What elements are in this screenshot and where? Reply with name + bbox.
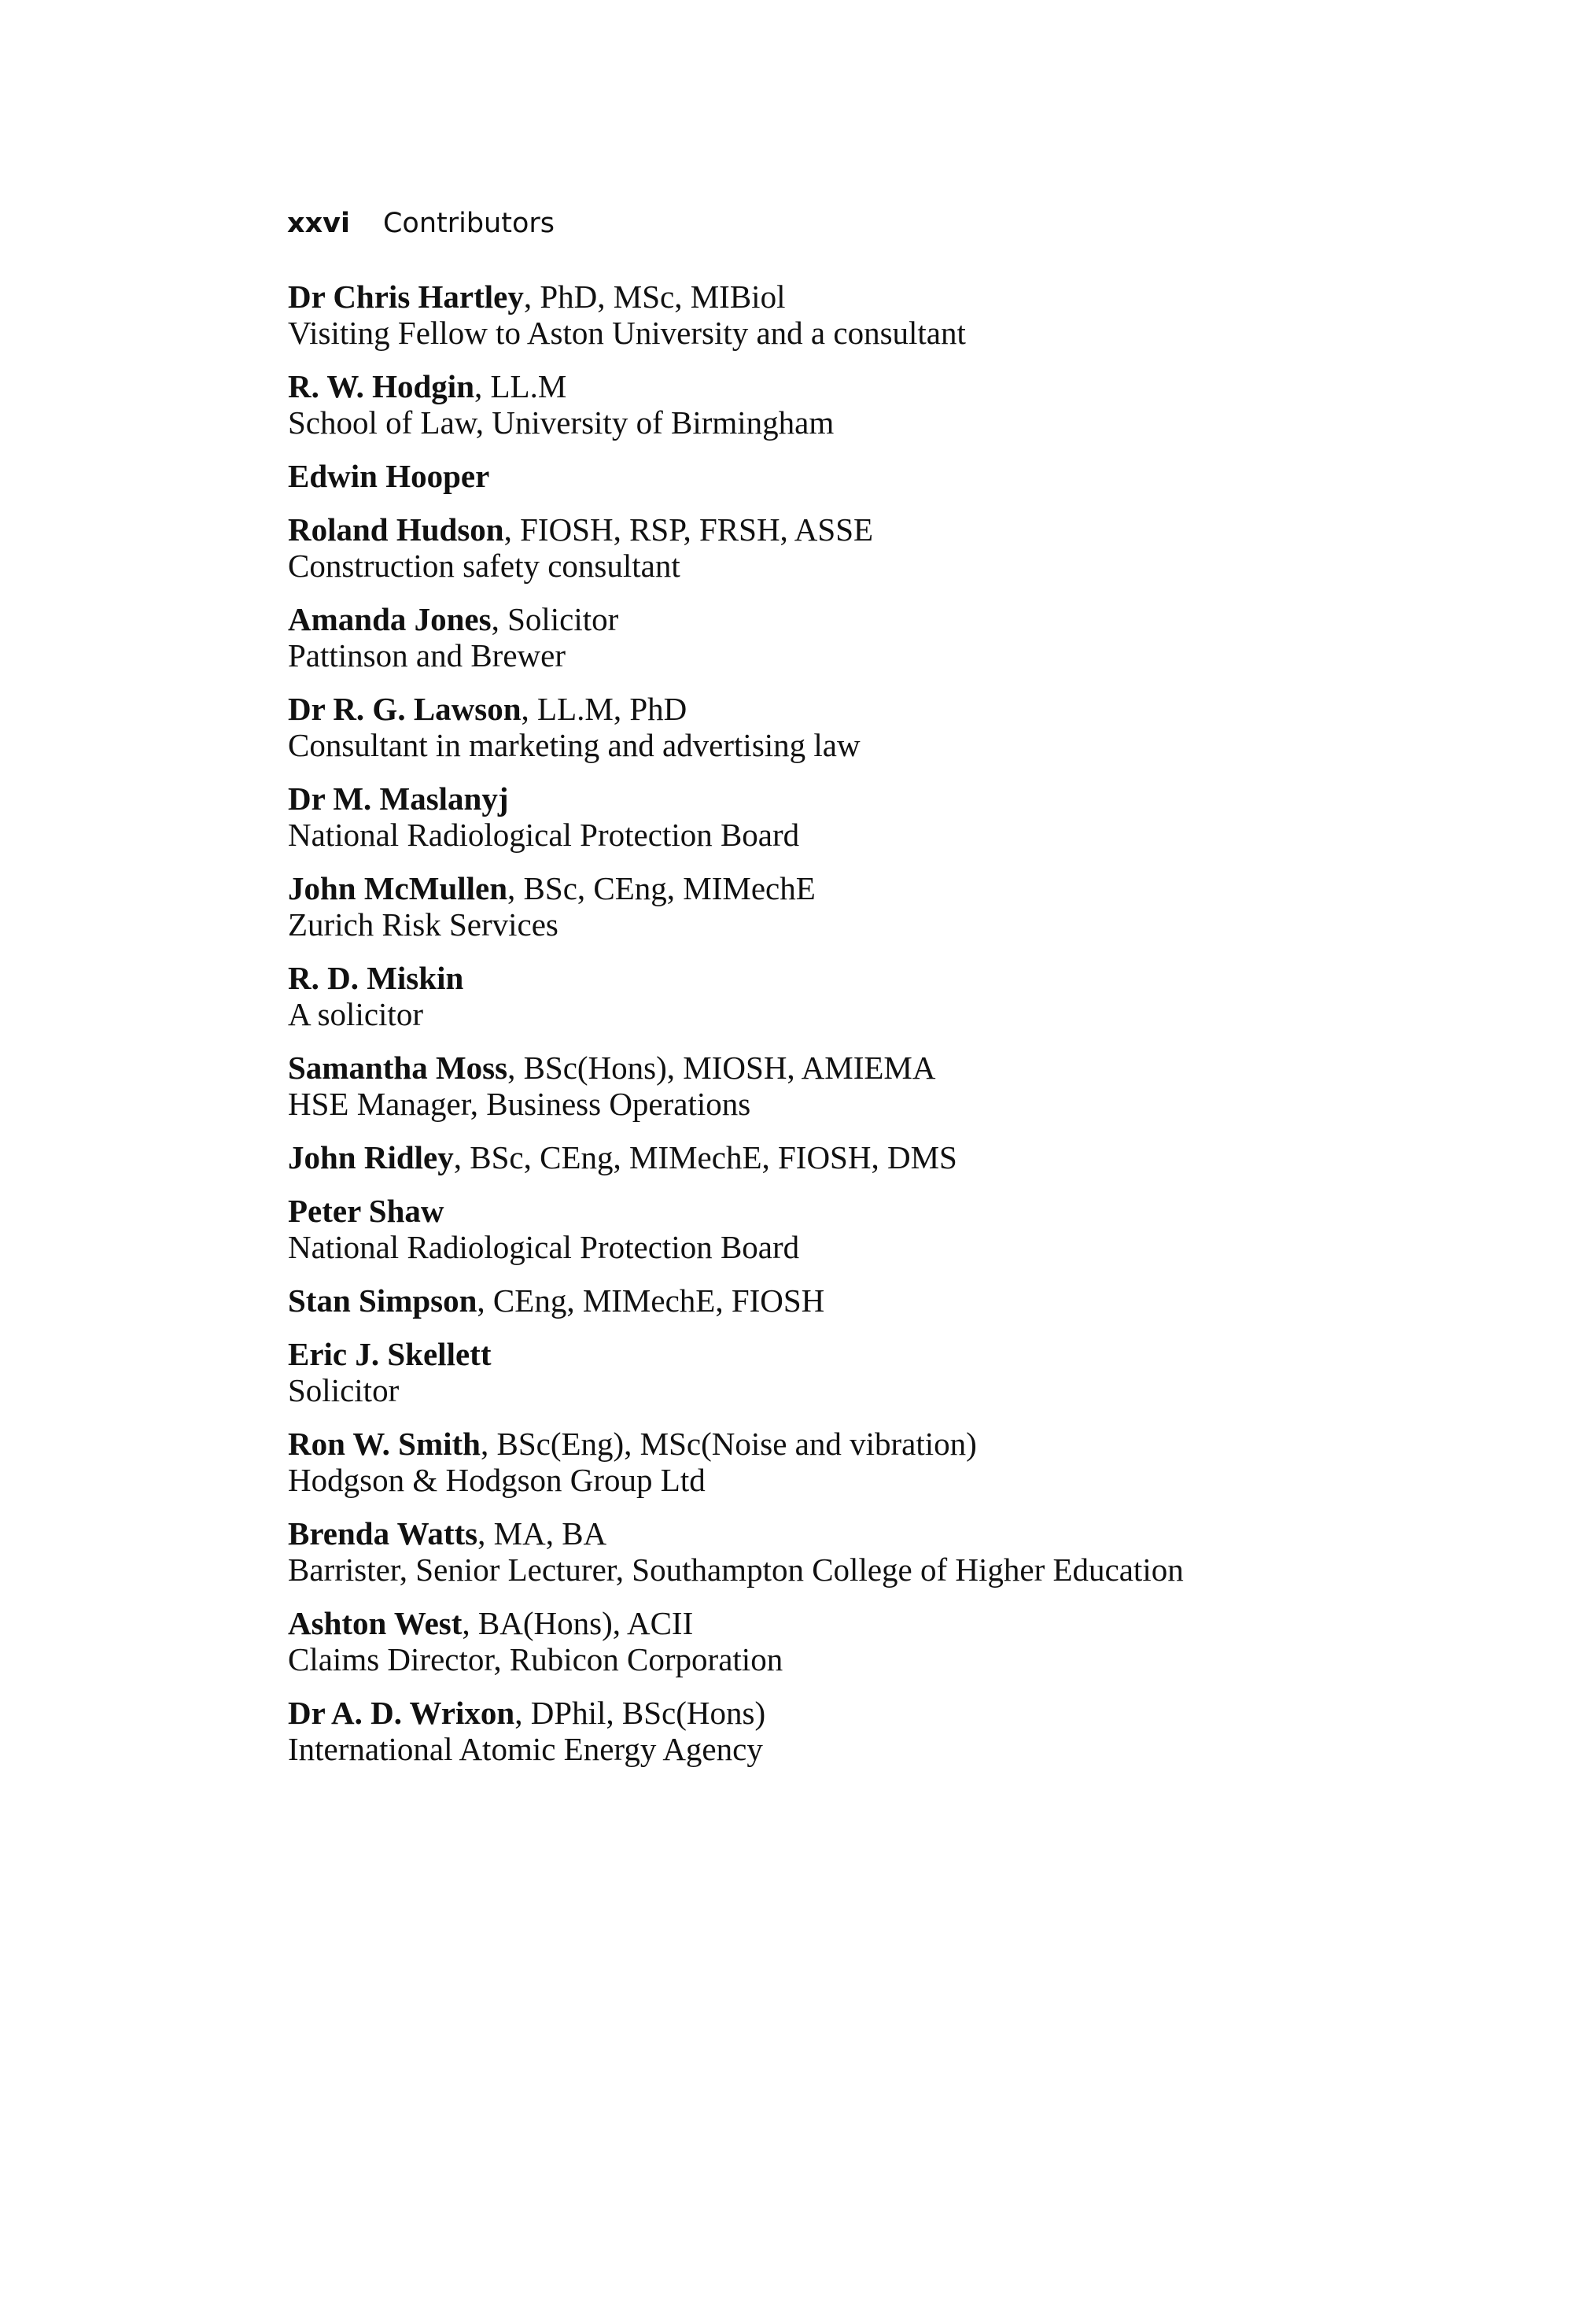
contributor-name: Ashton West — [288, 1605, 463, 1641]
contributor-credentials: , MA, BA — [477, 1515, 607, 1552]
contributor-heading — [288, 1336, 1562, 1372]
contributor-name: Brenda Watts — [288, 1515, 478, 1552]
contributor-heading — [288, 1282, 1562, 1319]
contributor-name: R. D. Miskin — [288, 960, 464, 996]
contributor-entry — [288, 1139, 1562, 1175]
contributor-name: John McMullen — [288, 870, 508, 906]
contributor-credentials: , BSc, CEng, MIMechE, FIOSH, DMS — [453, 1139, 957, 1175]
contributor-name: Dr R. G. Lawson — [288, 691, 522, 727]
contributor-affiliation: Hodgson & Hodgson Group Ltd — [288, 1462, 706, 1498]
contributor-name: Eric J. Skellett — [288, 1336, 492, 1372]
contributor-heading — [288, 511, 1562, 548]
contributor-affiliation: Solicitor — [288, 1372, 400, 1408]
contributor-credentials: , PhD, MSc, MIBiol — [523, 279, 786, 315]
page-number: xxvi — [287, 208, 350, 239]
contributor-entry — [288, 1605, 1562, 1677]
contributor-affiliation: Claims Director, Rubicon Corporation — [288, 1641, 783, 1677]
contributor-name: Dr A. D. Wrixon — [288, 1695, 515, 1731]
contributor-name: Ron W. Smith — [288, 1426, 481, 1462]
contributor-entry — [288, 1695, 1562, 1767]
contributor-heading — [288, 780, 1562, 817]
contributor-name: Dr M. Maslanyj — [288, 780, 509, 817]
contributor-heading — [288, 1193, 1562, 1229]
contributor-name: Roland Hudson — [288, 511, 504, 548]
contributor-heading — [288, 870, 1562, 906]
contributor-affiliation: Visiting Fellow to Aston University and a consultant — [288, 315, 966, 351]
contributor-entry — [288, 458, 1562, 494]
contributor-heading — [288, 1050, 1562, 1086]
contributor-credentials: , FIOSH, RSP, FRSH, ASSE — [503, 511, 874, 548]
contributor-heading — [288, 960, 1562, 996]
contributor-heading — [288, 458, 1562, 494]
contributor-heading — [288, 601, 1562, 637]
contributor-affiliation: A solicitor — [288, 996, 423, 1032]
contributor-entry — [288, 1336, 1562, 1408]
contributor-credentials: , Solicitor — [491, 601, 619, 637]
contributor-name: Samantha Moss — [288, 1050, 508, 1086]
contributor-affiliation: Zurich Risk Services — [288, 906, 558, 943]
contributor-name: John Ridley — [288, 1139, 454, 1175]
contributor-affiliation: Pattinson and Brewer — [288, 637, 566, 673]
contributor-heading — [288, 279, 1562, 315]
contributor-entry — [288, 691, 1562, 763]
contributor-credentials: , LL.M, PhD — [521, 691, 687, 727]
contributor-affiliation: National Radiological Protection Board — [288, 817, 800, 853]
contributor-credentials: , BSc(Hons), MIOSH, AMIEMA — [507, 1050, 936, 1086]
contributor-credentials: , BA(Hons), ACII — [462, 1605, 694, 1641]
contributor-affiliation: HSE Manager, Business Operations — [288, 1086, 751, 1122]
contributor-heading — [288, 1605, 1562, 1641]
contributor-credentials: , BSc(Eng), MSc(Noise and vibration) — [480, 1426, 977, 1462]
contributor-credentials: , BSc, CEng, MIMechE — [507, 870, 816, 906]
contributor-heading — [288, 1426, 1562, 1462]
contributor-heading — [288, 1695, 1562, 1731]
contributor-heading — [288, 1515, 1562, 1552]
contributor-name: Stan Simpson — [288, 1282, 477, 1319]
contributor-heading — [288, 1139, 1562, 1175]
contributor-name: Amanda Jones — [288, 601, 492, 637]
contributor-name: Peter Shaw — [288, 1193, 444, 1229]
contributor-name: Edwin Hooper — [288, 458, 490, 494]
contributor-credentials: , LL.M — [474, 368, 567, 404]
contributor-name: Dr Chris Hartley — [288, 279, 524, 315]
contributor-heading — [288, 691, 1562, 727]
contributor-entry — [288, 601, 1562, 673]
contributor-entry — [288, 780, 1562, 853]
contributor-name: R. W. Hodgin — [288, 368, 474, 404]
section-title: Contributors — [382, 208, 555, 239]
contributor-affiliation: Barrister, Senior Lecturer, Southampton College of Higher Education — [288, 1552, 1184, 1588]
contributor-entry — [288, 870, 1562, 943]
contributor-list — [288, 279, 1562, 1784]
contributor-entry — [288, 1426, 1562, 1498]
contributor-affiliation: International Atomic Energy Agency — [288, 1731, 763, 1767]
contributor-entry — [288, 1515, 1562, 1588]
contributor-credentials: , CEng, MIMechE, FIOSH — [477, 1282, 825, 1319]
contributor-credentials: , DPhil, BSc(Hons) — [514, 1695, 766, 1731]
contributor-entry — [288, 1282, 1562, 1319]
contributor-entry — [288, 960, 1562, 1032]
contributor-entry — [288, 368, 1562, 441]
contributor-entry — [288, 279, 1562, 351]
contributor-heading — [288, 368, 1562, 404]
running-head — [287, 206, 555, 241]
contributor-entry — [288, 1193, 1562, 1265]
contributor-affiliation: National Radiological Protection Board — [288, 1229, 800, 1265]
contributor-affiliation: School of Law, University of Birmingham — [288, 404, 835, 441]
contributor-entry — [288, 1050, 1562, 1122]
contributor-affiliation: Construction safety consultant — [288, 548, 680, 584]
contributor-affiliation: Consultant in marketing and advertising law — [288, 727, 861, 763]
contributor-entry — [288, 511, 1562, 584]
